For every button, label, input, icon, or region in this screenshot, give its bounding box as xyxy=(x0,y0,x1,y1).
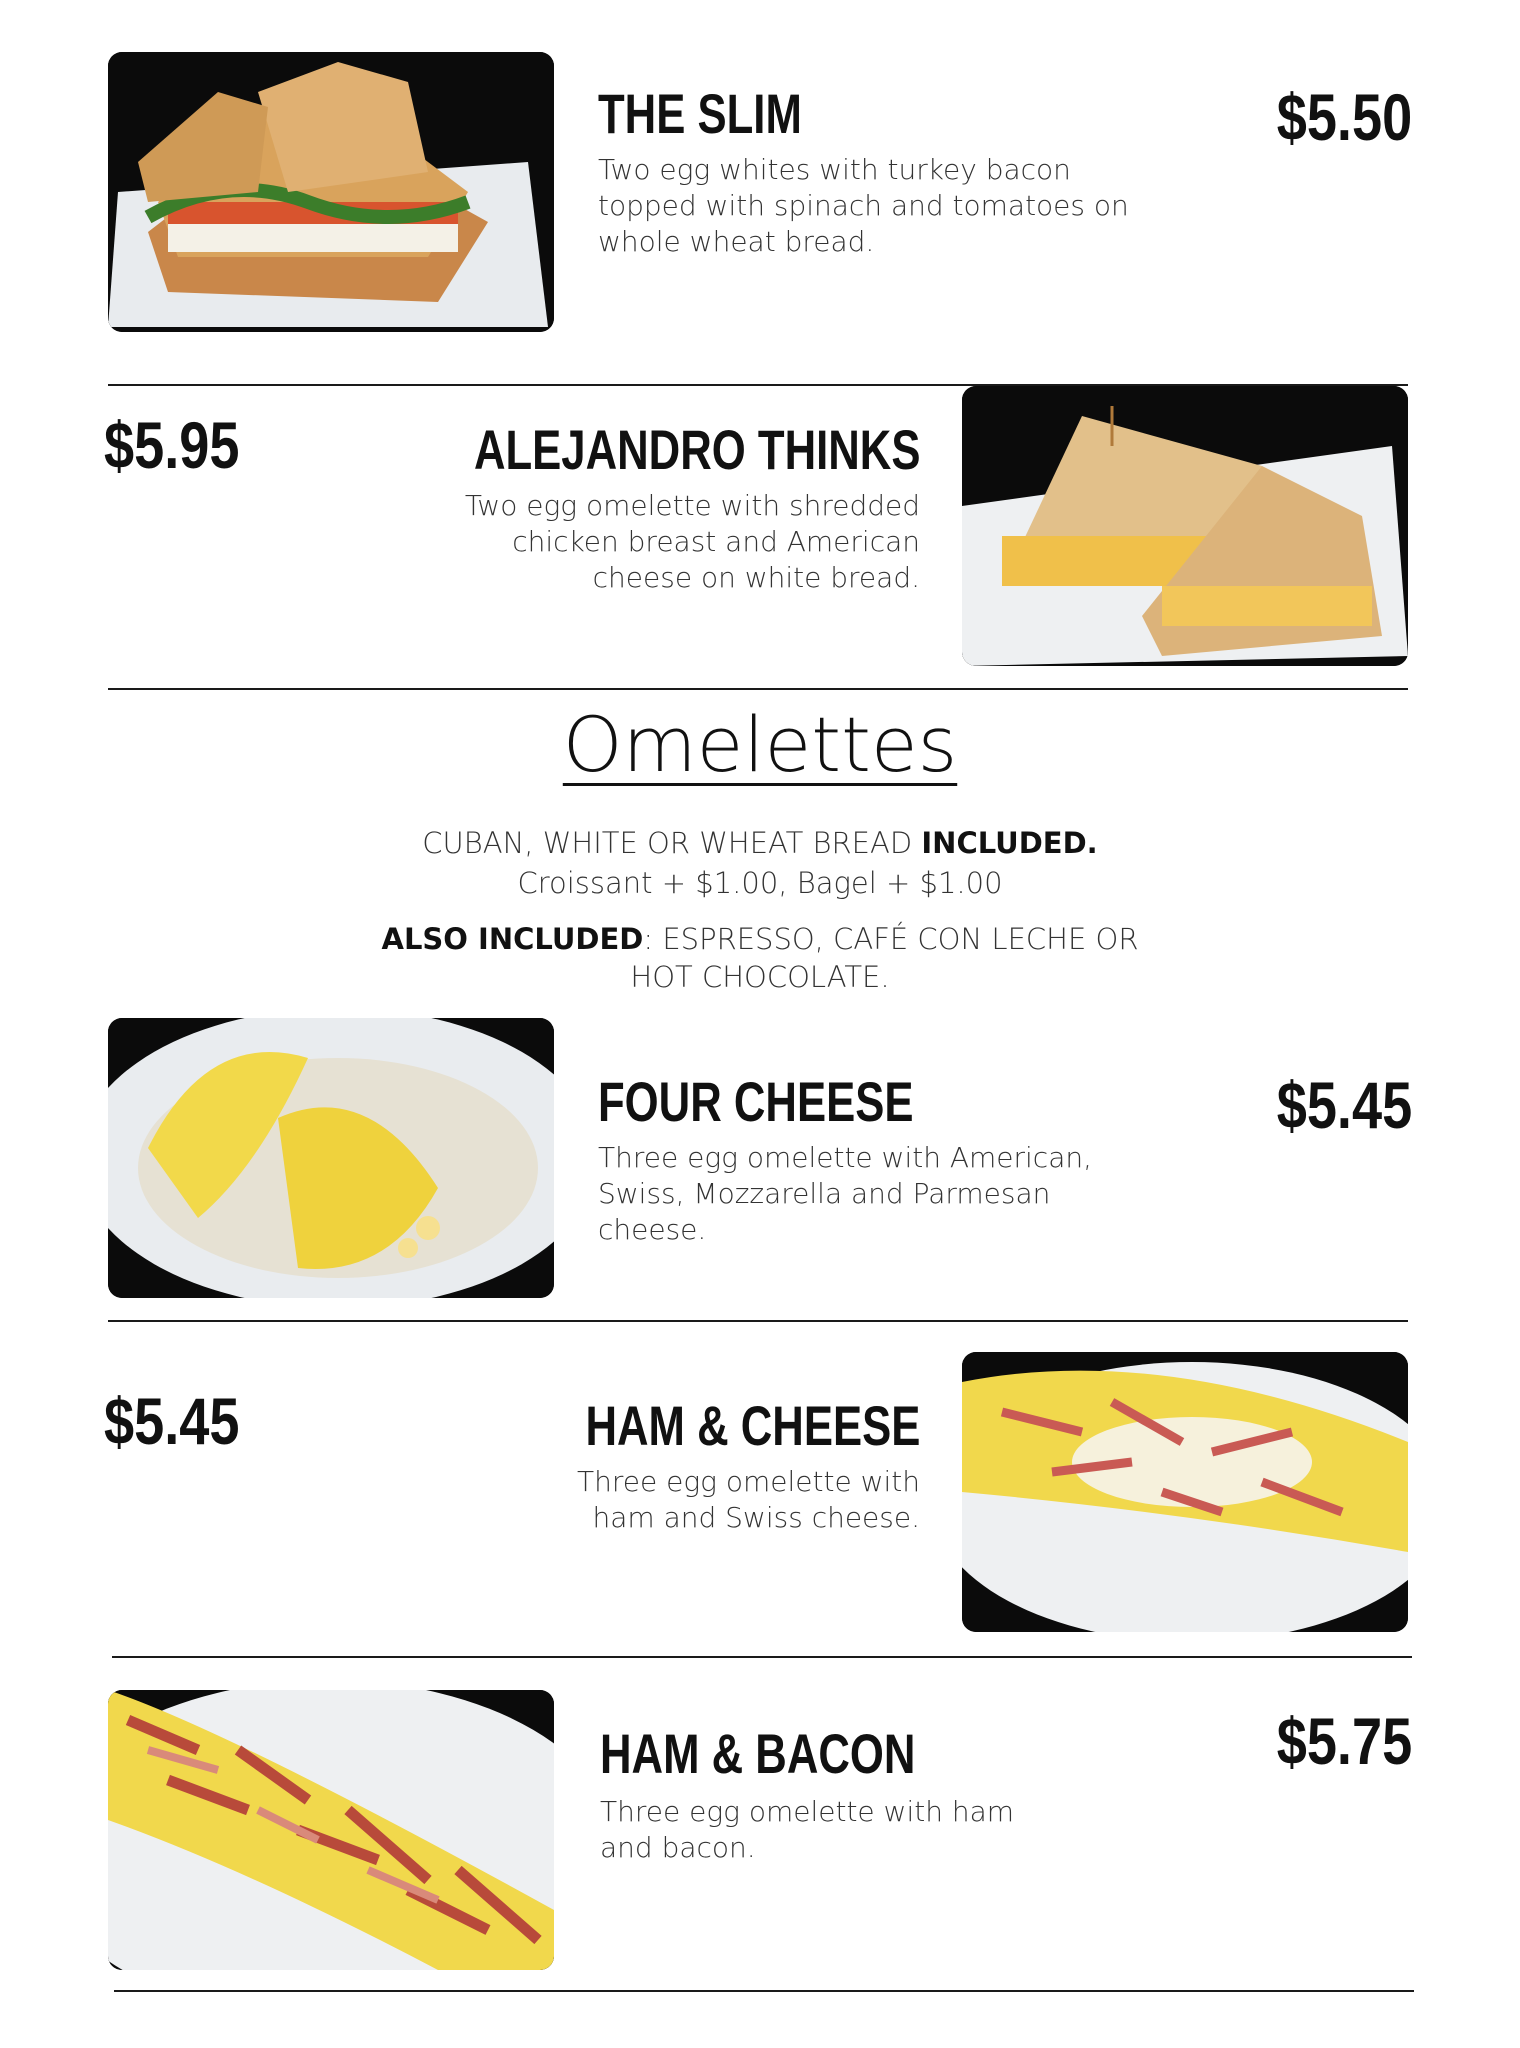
section-title-text: Omelettes xyxy=(562,700,958,789)
bread-note-bold: INCLUDED. xyxy=(921,826,1098,860)
drinks-note xyxy=(0,920,1520,958)
divider xyxy=(114,1990,1414,1992)
divider xyxy=(108,1320,1408,1322)
drinks-note-line-2: HOT CHOCOLATE. xyxy=(630,960,890,994)
item-description: Three egg omelette with ham and Swiss cheese. xyxy=(577,1465,920,1534)
item-title: THE SLIM xyxy=(598,82,802,145)
divider xyxy=(112,1656,1412,1658)
item-description: Three egg omelette with American, Swiss, Mozzarella and Parmesan cheese. xyxy=(598,1141,1093,1246)
section-title xyxy=(0,700,1520,790)
bread-note-text: CUBAN, WHITE OR WHEAT BREAD xyxy=(422,826,913,860)
ham-and-cheese-photo xyxy=(962,1352,1408,1632)
item-title: ALEJANDRO THINKS xyxy=(473,418,920,481)
item-title: HAM & BACON xyxy=(600,1722,916,1785)
divider xyxy=(108,688,1408,690)
item-title: HAM & CHEESE xyxy=(585,1394,920,1457)
alejandro-thinks-photo xyxy=(962,386,1408,666)
item-description: Three egg omelette with ham and bacon. xyxy=(600,1795,1015,1864)
item-description: Two egg omelette with shredded chicken breast and American cheese on white bread. xyxy=(464,489,920,594)
item-price: $5.50 xyxy=(1276,80,1412,154)
ham-and-bacon-photo xyxy=(108,1690,554,1970)
extras-note: Croissant + $1.00, Bagel + $1.00 xyxy=(517,866,1003,900)
the-slim-photo xyxy=(108,52,554,332)
four-cheese-photo xyxy=(108,1018,554,1298)
item-price: $5.45 xyxy=(1276,1068,1412,1142)
drinks-note-text: : ESPRESSO, CAFÉ CON LECHE OR xyxy=(643,922,1139,956)
item-price: $5.75 xyxy=(1276,1704,1412,1778)
item-description: Two egg whites with turkey bacon topped with spinach and tomatoes on whole wheat bread. xyxy=(598,153,1129,258)
drinks-note-bold: ALSO INCLUDED xyxy=(381,922,644,956)
item-price: $5.95 xyxy=(104,408,240,482)
item-title: FOUR CHEESE xyxy=(598,1070,914,1133)
bread-note xyxy=(0,824,1520,862)
item-price: $5.45 xyxy=(104,1384,240,1458)
